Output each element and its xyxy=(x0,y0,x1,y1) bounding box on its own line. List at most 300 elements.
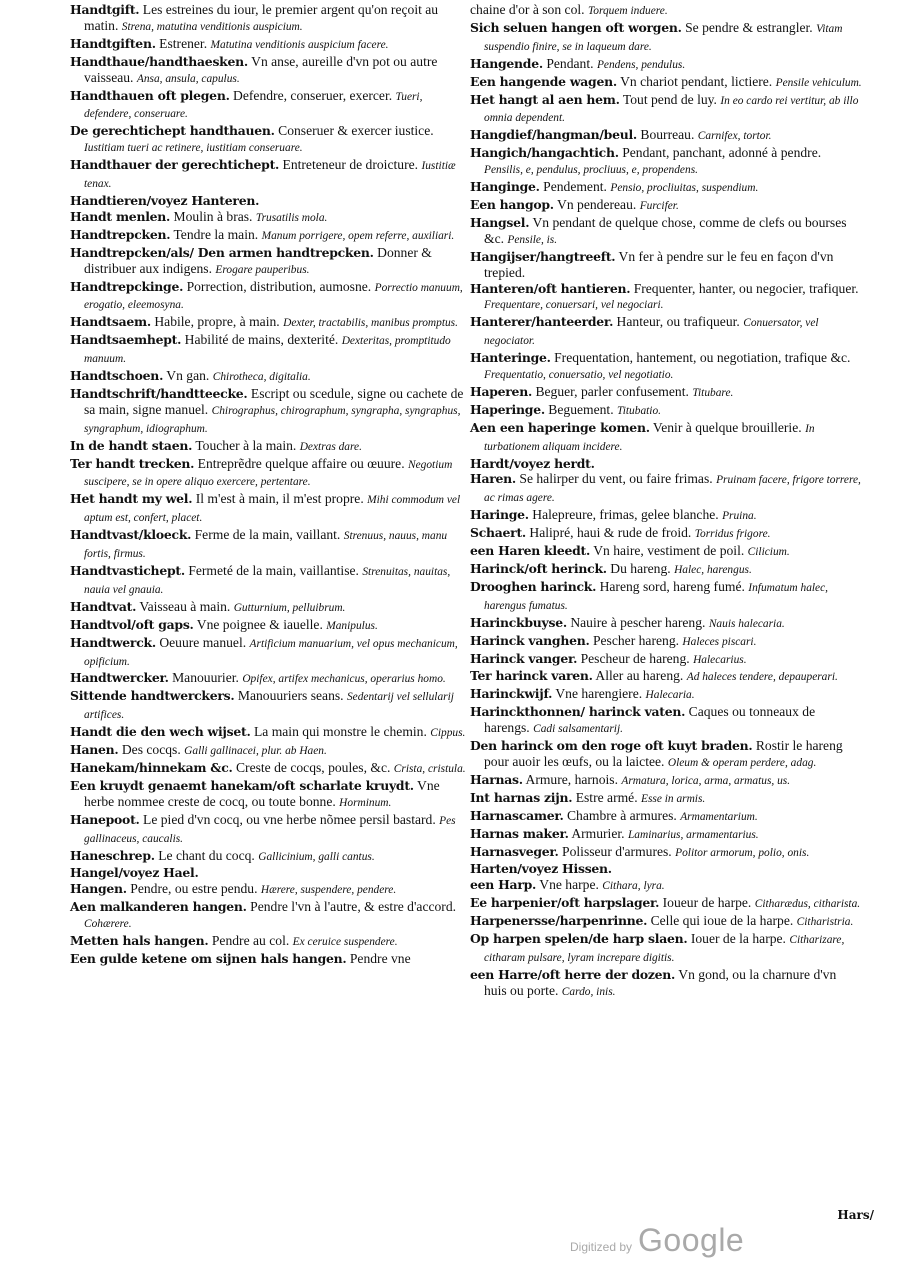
dictionary-entry xyxy=(70,563,470,599)
entry-latin: Cadi salsamentarij. xyxy=(533,723,623,736)
watermark-prefix: Digitized by xyxy=(570,1240,633,1254)
entry-french: Estrener. xyxy=(159,35,208,51)
entry-french: Aller au hareng. xyxy=(595,668,684,684)
dictionary-entry xyxy=(70,742,470,760)
entry-latin: Pruina. xyxy=(722,510,757,523)
entry-french: Porrection, distribution, aumosne. xyxy=(186,278,372,294)
entry-french: Oeuure manuel. xyxy=(159,634,247,650)
entry-headword: Harinckbuyse. xyxy=(470,614,567,630)
entry-latin: Armatura, lorica, arma, armatus, us. xyxy=(621,774,791,787)
entry-french: Halepreure, frimas, gelee blanche. xyxy=(532,507,719,523)
dictionary-entry xyxy=(470,127,862,145)
entry-headword: Het hangt al aen hem. xyxy=(470,91,620,107)
dictionary-entry xyxy=(70,617,470,635)
dictionary-entry xyxy=(470,738,862,772)
entry-latin: Galli gallinacei, plur. ab Haen. xyxy=(184,745,327,758)
entry-french: Vne herbe nommee creste de cocq, ou toute bonne. xyxy=(84,777,440,809)
dictionary-entry xyxy=(70,527,470,563)
entry-french: Estre armé. xyxy=(575,789,638,805)
entry-latin: In eo cardo rei vertitur, ab illo omnia dependent. xyxy=(484,94,859,125)
entry-headword: Handtgiften. xyxy=(70,35,156,51)
dictionary-entry xyxy=(70,951,470,967)
entry-latin: Oleum & operam perdere, adag. xyxy=(667,756,817,769)
entry-headword: Een gulde ketene om sijnen hals hangen. xyxy=(70,950,347,966)
dictionary-entry xyxy=(70,899,470,933)
entry-french: Pendre vne xyxy=(349,950,411,966)
entry-french: Le chant du cocq. xyxy=(158,847,255,863)
dictionary-entry xyxy=(470,877,862,895)
entry-french: Des cocqs. xyxy=(121,742,181,758)
entry-french: Ioueur de harpe. xyxy=(662,895,752,911)
entry-headword: Handthaue/handthaesken. xyxy=(70,53,248,69)
entry-french: Chambre à armures. xyxy=(566,807,677,823)
entry-headword: Ee harpenier/oft harpslager. xyxy=(470,895,660,911)
entry-headword: Aen een haperinge komen. xyxy=(470,419,650,435)
entry-headword: Het handt my wel. xyxy=(70,491,193,507)
dictionary-entry xyxy=(470,668,862,686)
entry-french: Le pied d'vn cocq, ou vne herbe nõmee persil bastard. xyxy=(143,811,436,827)
entry-latin: Iustitiæ tenax. xyxy=(84,160,456,191)
entry-french: Donner & distribuer aux indigens. xyxy=(84,244,432,276)
entry-headword: Een kruydt genaemt hanekam/oft scharlate kruydt. xyxy=(70,777,414,793)
entry-french: Vn gond, ou la charnure d'vn huis ou porte. xyxy=(484,966,837,998)
entry-french: Manouuriers seans. xyxy=(237,688,344,704)
entry-headword: Sich seluen hangen oft worgen. xyxy=(470,19,682,35)
entry-headword: Schaert. xyxy=(470,525,526,541)
dictionary-entry xyxy=(470,314,862,350)
entry-latin: Strena, matutina venditionis auspicium. xyxy=(121,20,303,33)
entry-french: Se halirper du vent, ou faire frimas. xyxy=(519,471,713,487)
dictionary-entry xyxy=(70,865,470,881)
entry-headword: Handtsaemhept. xyxy=(70,332,182,348)
entry-latin: Gutturnium, pelluibrum. xyxy=(233,601,346,614)
dictionary-entry xyxy=(70,209,470,227)
dictionary-entry xyxy=(470,772,862,790)
entry-latin: Opifex, artifex mechanicus, operarius homo. xyxy=(242,673,446,686)
entry-latin: Negotium suscipere, se in opere aliquo exercere, pertentare. xyxy=(84,458,453,489)
entry-headword: Handthauer der gerechtichept. xyxy=(70,157,280,173)
dictionary-entry xyxy=(470,215,862,249)
entry-french: Venir à quelque brouillerie. xyxy=(652,419,802,435)
entry-headword: Haringe. xyxy=(470,507,529,523)
dictionary-entry xyxy=(470,20,862,56)
entry-latin: Dexter, tractabilis, manibus promptus. xyxy=(283,317,458,330)
entry-headword: Aen malkanderen hangen. xyxy=(70,899,247,915)
entry-french: Bourreau. xyxy=(640,127,695,143)
entry-latin: Erogare pauperibus. xyxy=(215,263,310,276)
dictionary-entry xyxy=(470,826,862,844)
entry-latin: Strenuus, nauus, manu fortis, firmus. xyxy=(84,530,448,561)
entry-headword: Haperen. xyxy=(470,383,533,399)
entry-latin: Cohærere. xyxy=(84,918,132,931)
entry-french: Beguement. xyxy=(548,401,614,417)
dictionary-entry xyxy=(70,438,470,456)
dictionary-entry xyxy=(70,760,470,778)
entry-french: chaine d'or à son col. xyxy=(470,2,585,17)
entry-french: Entreteneur de droicture. xyxy=(282,157,419,173)
dictionary-entry xyxy=(470,471,862,507)
entry-headword: Harinckwijf. xyxy=(470,686,553,702)
dictionary-entry xyxy=(470,249,862,281)
entry-latin: Politor armorum, polio, onis. xyxy=(675,846,810,859)
entry-french: Habilité de mains, dexterité. xyxy=(184,332,339,348)
entry-headword: Harinckthonnen/ harinck vaten. xyxy=(470,704,686,720)
entry-headword: Ter handt trecken. xyxy=(70,455,195,471)
dictionary-entry xyxy=(70,599,470,617)
dictionary-entry xyxy=(70,245,470,279)
entry-french: Ferme de la main, vaillant. xyxy=(194,527,341,543)
dictionary-entry xyxy=(70,491,470,527)
dictionary-entry xyxy=(470,525,862,543)
entry-headword: Harnascamer. xyxy=(470,807,564,823)
dictionary-entry xyxy=(470,967,862,1001)
entry-latin: Horminum. xyxy=(339,796,392,809)
entry-latin: Esse in armis. xyxy=(641,792,706,805)
entry-headword: Hanepoot. xyxy=(70,811,140,827)
entry-headword: Handtieren/voyez Hanteren. xyxy=(70,192,260,208)
dictionary-entry xyxy=(470,861,862,877)
entry-french: Iouer de la harpe. xyxy=(690,931,786,947)
entry-latin: Infumatum halec, harengus fumatus. xyxy=(484,581,829,612)
entry-headword: Handtschoen. xyxy=(70,368,164,384)
catchword: Hars/ xyxy=(837,1208,874,1222)
dictionary-entry xyxy=(470,56,862,74)
entry-french: Vne harpe. xyxy=(539,877,599,893)
entry-latin: Frequentare, conuersari, vel negociari. xyxy=(484,299,664,312)
dictionary-entry xyxy=(70,933,470,951)
entry-headword: Hangende. xyxy=(470,55,543,71)
dictionary-entry xyxy=(470,145,862,179)
entry-headword: Handtwerck. xyxy=(70,634,156,650)
entry-latin: Manum porrigere, opem referre, auxiliari. xyxy=(261,229,455,242)
entry-french: Vn anse, aureille d'vn pot ou autre vaisseau. xyxy=(84,53,438,85)
dictionary-entry xyxy=(70,456,470,492)
dictionary-entry xyxy=(70,688,470,724)
dictionary-entry xyxy=(470,420,862,456)
entry-latin: Laminarius, armamentarius. xyxy=(627,828,759,841)
entry-french: Vne poignee & iauelle. xyxy=(196,616,323,632)
entry-latin: Sedentarij vel sellularij artifices. xyxy=(84,691,454,722)
dictionary-entry xyxy=(70,332,470,368)
entry-french: Toucher à la main. xyxy=(195,437,297,453)
entry-headword: De gerechtichept handthauen. xyxy=(70,123,275,139)
entry-french: Vn pendant de quelque chose, comme de clefs ou bourses &c. xyxy=(484,214,847,246)
entry-french: Vn haire, vestiment de poil. xyxy=(593,543,745,559)
entry-headword: Handtsaem. xyxy=(70,314,151,330)
entry-latin: Hærere, suspendere, pendere. xyxy=(260,884,397,897)
entry-headword: In de handt staen. xyxy=(70,437,193,453)
entry-french: Beguer, parler confusement. xyxy=(535,383,689,399)
entry-headword: Metten hals hangen. xyxy=(70,933,209,949)
entry-latin: In turbationem aliquam incidere. xyxy=(484,422,815,453)
dictionary-entry xyxy=(470,895,862,913)
dictionary-entry xyxy=(470,2,862,20)
entry-french: Pendant. xyxy=(546,55,594,71)
entry-french: Pescheur de hareng. xyxy=(580,650,690,666)
entry-latin: Artificium manuarium, vel opus mechanicum, opificium. xyxy=(84,637,458,668)
dictionary-entry xyxy=(470,913,862,931)
entry-headword: Harinck vanghen. xyxy=(470,632,590,648)
entry-latin: Mihi commodum vel aptum est, confert, placet. xyxy=(84,494,461,525)
dictionary-entry xyxy=(470,384,862,402)
entry-latin: Dextras dare. xyxy=(299,440,362,453)
dictionary-entry xyxy=(470,808,862,826)
entry-latin: Furcifer. xyxy=(639,199,679,212)
entry-french: Moulin à bras. xyxy=(173,208,253,224)
entry-headword: Hangich/hangachtich. xyxy=(470,145,619,161)
entry-french: Fermeté de la main, vaillantise. xyxy=(188,563,359,578)
entry-latin: Porrectio manuum, erogatio, eleemosyna. xyxy=(84,281,463,312)
entry-headword: Sittende handtwerckers. xyxy=(70,688,235,704)
entry-latin: Cithara, lyra. xyxy=(602,880,665,893)
entry-headword: Handtvat. xyxy=(70,598,137,614)
entry-latin: Torridus frigore. xyxy=(694,528,771,541)
entry-headword: Handt menlen. xyxy=(70,208,171,224)
entry-latin: Cardo, inis. xyxy=(561,985,616,998)
entry-french: Entreprẽdre quelque affaire ou œuure. xyxy=(197,455,405,471)
entry-french: Caques ou tonneaux de harengs. xyxy=(484,704,816,736)
entry-french: Pendement. xyxy=(543,179,607,195)
entry-headword: Op harpen spelen/de harp slaen. xyxy=(470,931,688,947)
entry-french: Rostir le hareng pour auoir les œufs, ou la laictee. xyxy=(484,738,843,769)
dictionary-entry xyxy=(70,848,470,866)
entry-french: Vn chariot pendant, lictiere. xyxy=(620,73,773,89)
entry-latin: Pruinam facere, frigore torrere, ac rimas agere. xyxy=(484,474,861,505)
left-column xyxy=(70,2,470,967)
entry-french: Pendre au col. xyxy=(211,933,290,949)
entry-headword: Hangel/voyez Hael. xyxy=(70,865,199,881)
entry-latin: Cippus. xyxy=(430,727,466,740)
entry-french: Vn pendereau. xyxy=(557,196,637,212)
entry-headword: Hanterer/hanteerder. xyxy=(470,314,614,330)
entry-headword: Drooghen harinck. xyxy=(470,578,597,594)
entry-latin: Ad haleces tendere, depauperari. xyxy=(686,671,838,684)
entry-french: Tout pend de luy. xyxy=(622,91,717,107)
entry-headword: Handtschrift/handtteecke. xyxy=(70,385,248,401)
dictionary-entry xyxy=(70,368,470,386)
right-column xyxy=(470,2,862,1001)
entry-latin: Pensile vehiculum. xyxy=(775,76,862,89)
entry-latin: Halec, harengus. xyxy=(674,564,752,576)
dictionary-entry xyxy=(470,456,862,472)
entry-headword: Harnasveger. xyxy=(470,843,559,859)
entry-latin: Pendens, pendulus. xyxy=(596,58,686,71)
dictionary-entry xyxy=(70,36,470,54)
entry-headword: Harpenersse/harpenrinne. xyxy=(470,913,648,929)
entry-latin: Crista, cristula. xyxy=(393,762,466,775)
entry-latin: Citharizare, citharam pulsare, lyram increpare digitis. xyxy=(484,934,845,964)
entry-headword: Hardt/voyez herdt. xyxy=(470,455,595,471)
entry-headword: Handtvastichept. xyxy=(70,563,185,578)
dictionary-entry xyxy=(470,686,862,704)
dictionary-entry xyxy=(470,179,862,197)
entry-latin: Pensio, procliuitas, suspendium. xyxy=(610,182,759,195)
dictionary-entry xyxy=(70,157,470,193)
entry-headword: Ter harinck varen. xyxy=(470,668,593,684)
dictionary-entry xyxy=(470,579,862,615)
dictionary-entry xyxy=(470,281,862,315)
entry-french: Escript ou scedule, signe ou cachete de sa main, signe manuel. xyxy=(84,385,464,417)
entry-french: Vne harengiere. xyxy=(555,686,643,702)
entry-french: Pendre l'vn à l'autre, & estre d'accord. xyxy=(250,899,457,915)
dictionary-entry xyxy=(70,314,470,332)
entry-latin: Pensile, is. xyxy=(507,233,558,246)
entry-headword: Handt die den wech wijset. xyxy=(70,724,251,740)
dictionary-entry xyxy=(470,350,862,384)
entry-latin: Cilicium. xyxy=(747,546,790,559)
entry-latin: Carnifex, tortor. xyxy=(697,130,772,143)
entry-headword: Handtvast/kloeck. xyxy=(70,527,192,543)
entry-latin: Trusatilis mola. xyxy=(255,211,328,224)
entry-latin: Pensilis, e, pendulus, procliuus, e, propendens. xyxy=(484,164,698,177)
entry-headword: Harnas. xyxy=(470,771,523,787)
entry-latin: Dexteritas, promptitudo manuum. xyxy=(84,335,451,366)
entry-latin: Matutina venditionis auspicium facere. xyxy=(210,38,389,51)
entry-french: Vaisseau à main. xyxy=(139,598,231,614)
dictionary-entry xyxy=(470,543,862,561)
entry-headword: Handtrepcken/als/ Den armen handtrepcken. xyxy=(70,244,374,260)
entry-french: Frequentation, hantement, ou negotiation, trafique &c. xyxy=(554,350,851,366)
dictionary-entry xyxy=(470,651,862,669)
entry-french: Vn gan. xyxy=(166,368,210,384)
dictionary-entry xyxy=(70,227,470,245)
entry-latin: Titubatio. xyxy=(617,404,662,417)
entry-french: Il m'est à main, il m'est propre. xyxy=(195,491,364,507)
dictionary-entry xyxy=(70,635,470,671)
entry-latin: Citharædus, citharista. xyxy=(754,898,861,911)
entry-headword: Handthauen oft plegen. xyxy=(70,87,230,103)
entry-french: Defendre, conseruer, exercer. xyxy=(233,87,393,103)
entry-french: Hareng sord, hareng fumé. xyxy=(599,578,745,594)
entry-headword: Hangen. xyxy=(70,881,127,897)
dictionary-entry xyxy=(70,670,470,688)
dictionary-entry xyxy=(470,633,862,651)
entry-latin: Nauis halecaria. xyxy=(708,617,785,630)
entry-latin: Vitam suspendio finire, se in laqueum dare. xyxy=(484,22,843,53)
entry-french: Hanteur, ou trafiqueur. xyxy=(616,314,740,330)
entry-headword: een Haren kleedt. xyxy=(470,543,591,559)
dictionary-entry xyxy=(70,279,470,315)
entry-french: Nauire à pescher hareng. xyxy=(570,614,706,630)
dictionary-entry xyxy=(470,197,862,215)
dictionary-entry xyxy=(70,881,470,899)
dictionary-entry xyxy=(470,74,862,92)
entry-latin: Chirotheca, digitalia. xyxy=(212,371,311,384)
entry-latin: Haleces piscari. xyxy=(682,635,757,648)
entry-latin: Pes gallinaceus, caucalis. xyxy=(84,814,456,845)
google-logo: Google xyxy=(638,1222,745,1258)
entry-french: Tendre la main. xyxy=(173,226,259,242)
dictionary-entry xyxy=(470,561,862,579)
entry-headword: Handtwercker. xyxy=(70,670,169,686)
entry-latin: Tueri, defendere, conseruare. xyxy=(84,90,423,121)
entry-headword: Hanekam/hinnekam &c. xyxy=(70,759,233,775)
entry-french: La main qui monstre le chemin. xyxy=(253,724,427,740)
entry-french: Habile, propre, à main. xyxy=(154,314,280,330)
entry-latin: Gallicinium, galli cantus. xyxy=(258,850,375,863)
entry-latin: Chirographus, chirographum, syngrapha, syngraphus, syngraphum, idiographum. xyxy=(84,404,461,435)
dictionary-entry xyxy=(470,507,862,525)
entry-french: Les estreines du iour, le premier argent qu'on reçoit au matin. xyxy=(84,2,439,33)
entry-french: Vn fer à pendre sur le feu en façon d'vn trepied. xyxy=(484,248,834,280)
entry-headword: Een hangop. xyxy=(470,196,554,212)
entry-headword: Haren. xyxy=(470,471,516,487)
dictionary-entry xyxy=(70,2,470,36)
entry-headword: Hanteren/oft hantieren. xyxy=(470,280,631,296)
entry-latin: Ex ceruice suspendere. xyxy=(292,936,398,949)
entry-latin: Halecarius. xyxy=(693,653,747,666)
entry-headword: Een hangende wagen. xyxy=(470,73,617,89)
dictionary-entry xyxy=(470,931,862,967)
dictionary-entry xyxy=(470,704,862,738)
entry-headword: Den harinck om den roge oft kuyt braden. xyxy=(470,738,753,754)
dictionary-entry xyxy=(70,386,470,438)
entry-french: Creste de cocqs, poules, &c. xyxy=(235,759,391,775)
dictionary-entry xyxy=(470,790,862,808)
entry-headword: Handtrepcken. xyxy=(70,226,171,242)
dictionary-entry xyxy=(70,193,470,209)
entry-latin: Strenuitas, nauitas, nauia vel gnauia. xyxy=(84,566,451,596)
entry-latin: Torquem induere. xyxy=(587,5,668,17)
entry-latin: Conuersator, vel negociator. xyxy=(484,317,819,348)
entry-french: Armurier. xyxy=(571,825,625,841)
entry-headword: een Harre/oft herre der dozen. xyxy=(470,966,676,982)
entry-headword: Harinck vanger. xyxy=(470,650,578,666)
entry-headword: Hangsel. xyxy=(470,214,530,230)
dictionary-entry xyxy=(70,123,470,157)
entry-headword: Harinck/oft herinck. xyxy=(470,561,607,576)
entry-french: Halipré, haui & rude de froid. xyxy=(529,525,692,541)
entry-french: Pescher hareng. xyxy=(592,632,680,648)
entry-headword: Handtvol/oft gaps. xyxy=(70,616,194,632)
entry-latin: Iustitiam tueri ac retinere, iustitiam conseruare. xyxy=(84,142,303,155)
dictionary-entry xyxy=(70,812,470,848)
entry-french: Armure, harnois. xyxy=(525,771,618,787)
entry-headword: Int harnas zijn. xyxy=(470,789,573,805)
entry-headword: Hangijser/hangtreeft. xyxy=(470,248,616,264)
entry-latin: Titubare. xyxy=(692,386,734,399)
entry-latin: Halecaria. xyxy=(645,689,695,702)
dictionary-entry xyxy=(70,724,470,742)
entry-latin: Ansa, ansula, capulus. xyxy=(136,72,240,85)
entry-french: Se pendre & estrangler. xyxy=(685,19,813,35)
entry-french: Du hareng. xyxy=(610,561,671,576)
dictionary-entry xyxy=(470,844,862,862)
dictionary-entry xyxy=(470,402,862,420)
entry-latin: Frequentatio, conuersatio, vel negotiatio. xyxy=(484,369,674,382)
entry-french: Polisseur d'armures. xyxy=(562,843,672,859)
entry-headword: Haneschrep. xyxy=(70,847,155,863)
dictionary-entry xyxy=(70,778,470,812)
entry-headword: Handtgift. xyxy=(70,2,140,17)
entry-headword: Harnas maker. xyxy=(470,825,569,841)
entry-latin: Armamentarium. xyxy=(680,810,758,823)
entry-headword: Haperinge. xyxy=(470,401,545,417)
entry-headword: Hanteringe. xyxy=(470,350,551,366)
entry-headword: Harten/voyez Hissen. xyxy=(470,861,612,877)
entry-headword: Handtrepckinge. xyxy=(70,278,184,294)
entry-headword: Hanginge. xyxy=(470,179,540,195)
entry-headword: Hangdief/hangman/beul. xyxy=(470,127,637,143)
dictionary-entry xyxy=(470,615,862,633)
dictionary-entry xyxy=(70,88,470,124)
entry-french: Conseruer & exercer iustice. xyxy=(278,123,434,139)
entry-latin: Manipulus. xyxy=(326,619,378,632)
entry-french: Frequenter, hanter, ou negocier, trafiquer. xyxy=(633,280,859,296)
google-watermark xyxy=(570,1222,744,1259)
entry-french: Pendant, panchant, adonné à pendre. xyxy=(622,145,822,161)
entry-headword: Hanen. xyxy=(70,742,119,758)
